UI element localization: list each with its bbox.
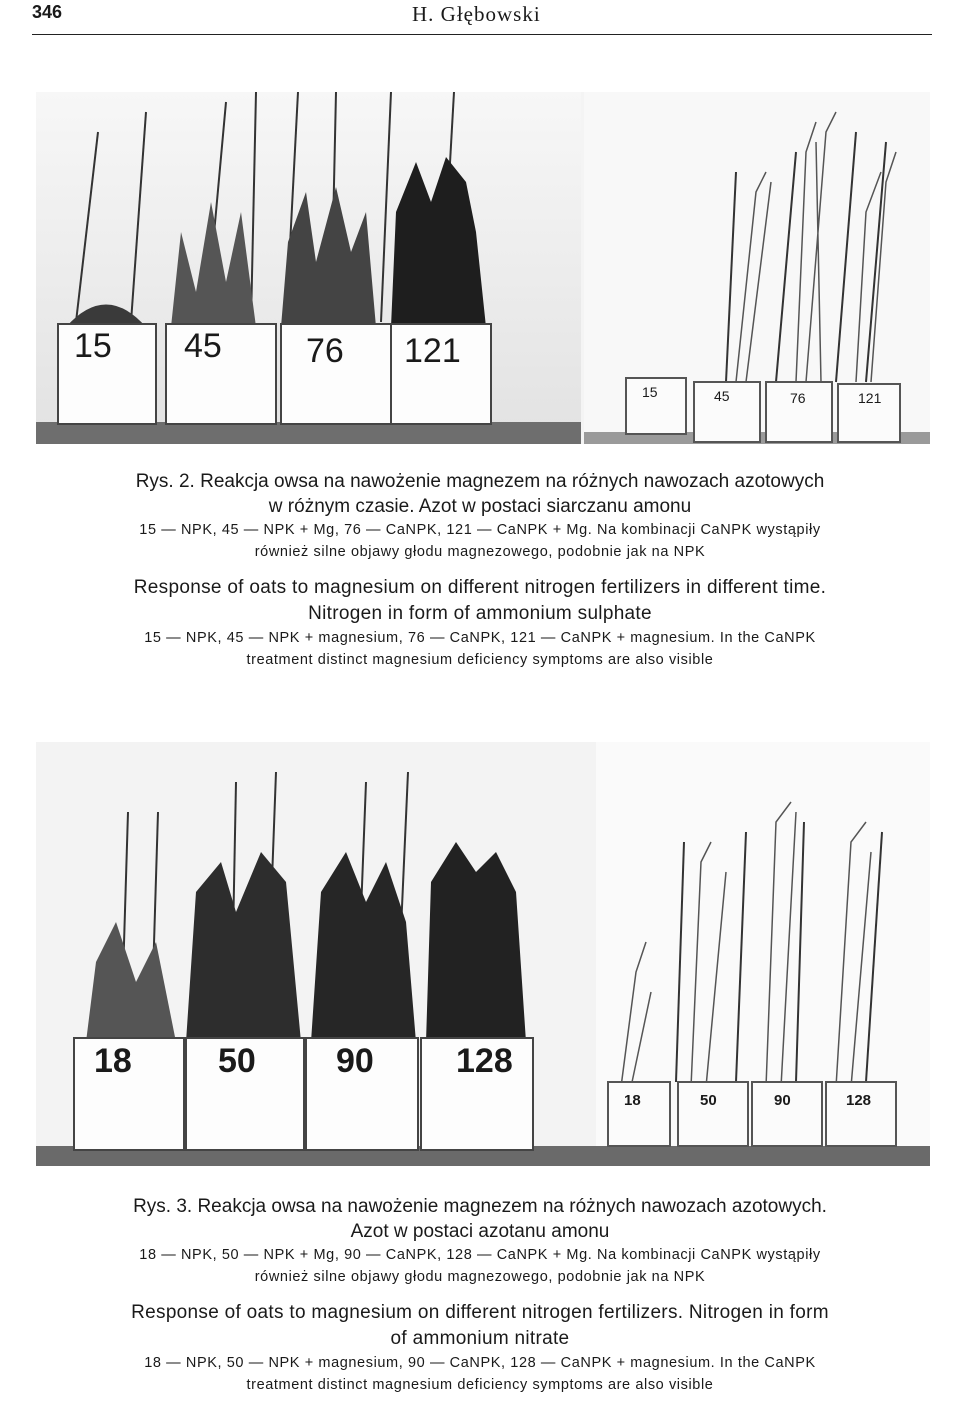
pot-label: 128 <box>456 1042 513 1080</box>
caption-en-line: 15 — NPK, 45 — NPK + magnesium, 76 — CaNPK, 121 — CaNPK + magnesium. In the CaNPK <box>144 630 816 646</box>
caption-pl-line: również silne objawy głodu magnezowego, podobnie jak na NPK <box>254 544 706 560</box>
pot-label: 15 <box>642 384 658 400</box>
caption-en-line: Response of oats to magnesium on different nitrogen fertilizers. Nitrogen in form <box>131 1302 829 1323</box>
caption-pl-line: 15 — NPK, 45 — NPK + Mg, 76 — CaNPK, 121 — CaNPK + Mg. Na kombinacji CaNPK wystąpiły <box>139 522 821 538</box>
pot-label: 76 <box>306 332 344 370</box>
pot-label: 121 <box>858 390 882 406</box>
figure-2-caption <box>30 469 930 671</box>
pot-label: 50 <box>218 1042 256 1080</box>
page-number: 346 <box>32 2 63 22</box>
pot-label: 18 <box>624 1092 641 1109</box>
caption-pl-line: Azot w postaci azotanu amonu <box>350 1221 610 1242</box>
caption-en-line: treatment distinct magnesium deficiency symptoms are also visible <box>246 1377 714 1393</box>
caption-pl-line: 18 — NPK, 50 — NPK + Mg, 90 — CaNPK, 128 — CaNPK + Mg. Na kombinacji CaNPK wystąpiły <box>139 1247 821 1263</box>
caption-pl-line: również silne objawy głodu magnezowego, podobnie jak na NPK <box>254 1269 706 1285</box>
figure-3-caption <box>30 1194 930 1396</box>
figure-3-photo-svg <box>36 742 930 1166</box>
running-header <box>32 0 932 35</box>
pot-label: 15 <box>74 327 112 365</box>
pot-label: 50 <box>700 1092 717 1109</box>
pot-label: 128 <box>846 1092 872 1109</box>
figure-3-photograph <box>36 742 930 1166</box>
caption-en-line: Response of oats to magnesium on different nitrogen fertilizers in different time. <box>133 577 827 598</box>
figure-2-photograph <box>36 92 930 444</box>
pot-label: 121 <box>404 332 461 370</box>
pot-label: 45 <box>184 327 222 365</box>
caption-en-line: Nitrogen in form of ammonium sulphate <box>308 603 652 624</box>
pot-label: 76 <box>790 390 806 406</box>
pot-label: 90 <box>774 1092 791 1109</box>
caption-pl-line: Rys. 2. Reakcja owsa na nawożenie magnezem na różnych nawozach azotowych <box>135 471 825 492</box>
pot-label: 90 <box>336 1042 374 1080</box>
pot-label: 18 <box>94 1042 132 1080</box>
caption-en-line: treatment distinct magnesium deficiency symptoms are also visible <box>246 652 714 668</box>
caption-pl-line: w różnym czasie. Azot w postaci siarczanu amonu <box>268 496 692 517</box>
pot-label: 45 <box>714 388 730 404</box>
caption-en-line: of ammonium nitrate <box>390 1328 570 1349</box>
running-author: H. Głębowski <box>412 2 541 26</box>
caption-pl-line: Rys. 3. Reakcja owsa na nawożenie magnezem na różnych nawozach azotowych. <box>133 1196 827 1217</box>
caption-en-line: 18 — NPK, 50 — NPK + magnesium, 90 — CaNPK, 128 — CaNPK + magnesium. In the CaNPK <box>144 1355 816 1371</box>
